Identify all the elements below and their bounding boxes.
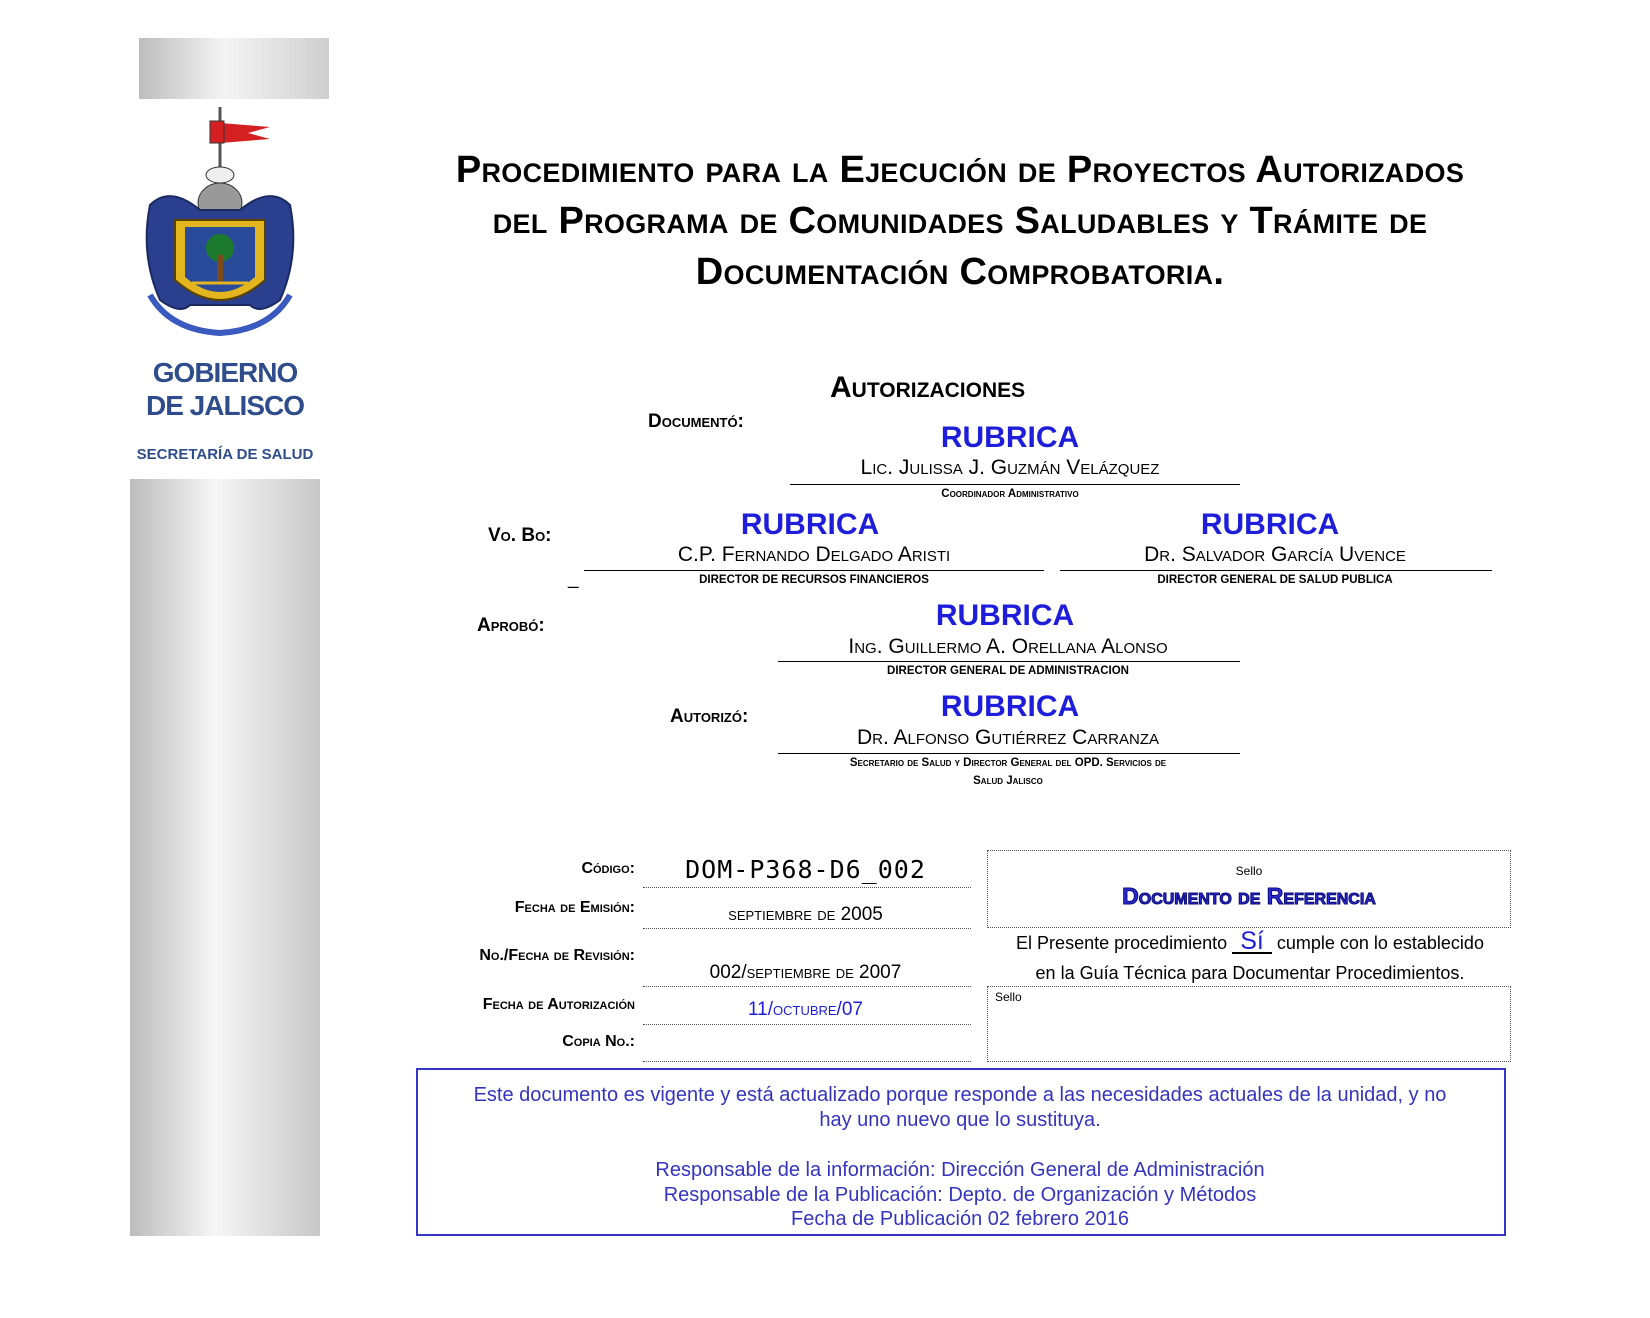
documento-position: Coordinador Administrativo bbox=[941, 488, 1079, 500]
copia-underline bbox=[643, 1061, 971, 1062]
sidebar-top-bar bbox=[139, 38, 329, 99]
documento-signature-line bbox=[790, 484, 1240, 485]
autorizo-position-line1: Secretario de Salud y Director General del OPD. Servicios de bbox=[849, 757, 1167, 769]
autorizo-signature: RUBRICA bbox=[940, 690, 1080, 723]
stamp-statement-answer: Sí bbox=[1232, 930, 1272, 954]
stamp-box-2 bbox=[987, 986, 1511, 1062]
vobo-left-signature-line bbox=[584, 570, 1044, 571]
stamp-statement-pre: El Presente procedimiento bbox=[1016, 933, 1228, 953]
aprobo-name: Ing. Guillermo A. Orellana Alonso bbox=[848, 635, 1168, 658]
documento-signature: RUBRICA bbox=[940, 421, 1080, 454]
notice-line3: Responsable de la información: Dirección General de Administración bbox=[655, 1159, 1265, 1181]
aprobo-position: DIRECTOR GENERAL DE ADMINISTRACION bbox=[887, 665, 1129, 677]
stamp-sello-label: Sello bbox=[1235, 864, 1263, 878]
department-name: SECRETARÍA DE SALUD bbox=[136, 446, 314, 463]
codigo-label: Código: bbox=[581, 860, 635, 877]
autorizo-position-line2: Salud Jalisco bbox=[973, 775, 1043, 787]
autorizacion-label: Fecha de Autorización bbox=[482, 996, 635, 1013]
aprobo-label: Aprobó: bbox=[477, 615, 545, 636]
vobo-right-position: DIRECTOR GENERAL DE SALUD PUBLICA bbox=[1157, 574, 1393, 586]
revision-label: No./Fecha de Revisión: bbox=[479, 947, 635, 964]
emision-value: septiembre de 2005 bbox=[728, 904, 883, 925]
autorizo-label: Autorizó: bbox=[670, 706, 749, 727]
vobo-left-signature: RUBRICA bbox=[740, 508, 880, 541]
title-line1: Procedimiento para la Ejecución de Proyectos Autorizados bbox=[455, 149, 1465, 191]
document-title bbox=[340, 145, 1580, 298]
notice-line4: Responsable de la Publicación: Depto. de Organización y Métodos bbox=[663, 1184, 1257, 1206]
notice-line5: Fecha de Publicación 02 febrero 2016 bbox=[790, 1208, 1129, 1230]
stamp-statement-line2: en la Guía Técnica para Documentar Procedimientos. bbox=[1035, 963, 1465, 983]
jalisco-coat-of-arms-icon bbox=[130, 105, 310, 345]
stamp-title: Documento de Referencia bbox=[1122, 883, 1376, 909]
vobo-label: Vo. Bo: bbox=[488, 525, 552, 546]
stamp-statement bbox=[990, 927, 1510, 955]
authorizations-heading: Autorizaciones bbox=[830, 371, 1026, 404]
stamp-sello2-label: Sello bbox=[995, 990, 1022, 1004]
autorizacion-underline bbox=[643, 1024, 971, 1025]
vobo-right-name: Dr. Salvador García Uvence bbox=[1144, 543, 1406, 566]
emision-label: Fecha de Emisión: bbox=[514, 899, 635, 916]
codigo-underline bbox=[643, 887, 971, 888]
vobo-left-position: DIRECTOR DE RECURSOS FINANCIEROS bbox=[699, 574, 929, 586]
autorizo-name: Dr. Alfonso Gutiérrez Carranza bbox=[856, 726, 1160, 749]
sidebar-bottom-bar bbox=[130, 479, 320, 1236]
org-name-line2: DE JALISCO bbox=[145, 390, 305, 421]
documento-label: Documentó: bbox=[648, 411, 744, 432]
vobo-right-signature: RUBRICA bbox=[1200, 508, 1340, 541]
emision-underline bbox=[643, 928, 971, 929]
notice-line1: Este documento es vigente y está actualizado porque responde a las necesidades actuales de la unidad, y no bbox=[473, 1084, 1447, 1106]
copia-label: Copia No.: bbox=[562, 1033, 635, 1050]
revision-underline bbox=[643, 986, 971, 987]
stamp-statement-post: cumple con lo establecido bbox=[1276, 933, 1484, 953]
title-line2: del Programa de Comunidades Saludables y Trámite de bbox=[492, 200, 1428, 242]
org-name-line1: GOBIERNO bbox=[152, 357, 298, 388]
documento-name: Lic. Julissa J. Guzmán Velázquez bbox=[860, 456, 1160, 479]
title-line3: Documentación Comprobatoria. bbox=[695, 251, 1225, 293]
vobo-right-signature-line bbox=[1060, 570, 1492, 571]
revision-value: 002/septiembre de 2007 bbox=[709, 962, 902, 983]
notice-line2: hay uno nuevo que lo sustituya. bbox=[819, 1109, 1101, 1131]
codigo-value: DOM-P368-D6_002 bbox=[685, 855, 926, 884]
org-name bbox=[130, 356, 320, 422]
autorizo-signature-line bbox=[778, 753, 1240, 754]
aprobo-signature-line bbox=[778, 661, 1240, 662]
vobo-dash: _ bbox=[568, 568, 579, 589]
autorizacion-value: 11/octubre/07 bbox=[748, 999, 863, 1020]
aprobo-signature: RUBRICA bbox=[935, 599, 1075, 632]
vobo-left-name: C.P. Fernando Delgado Aristi bbox=[677, 543, 951, 566]
